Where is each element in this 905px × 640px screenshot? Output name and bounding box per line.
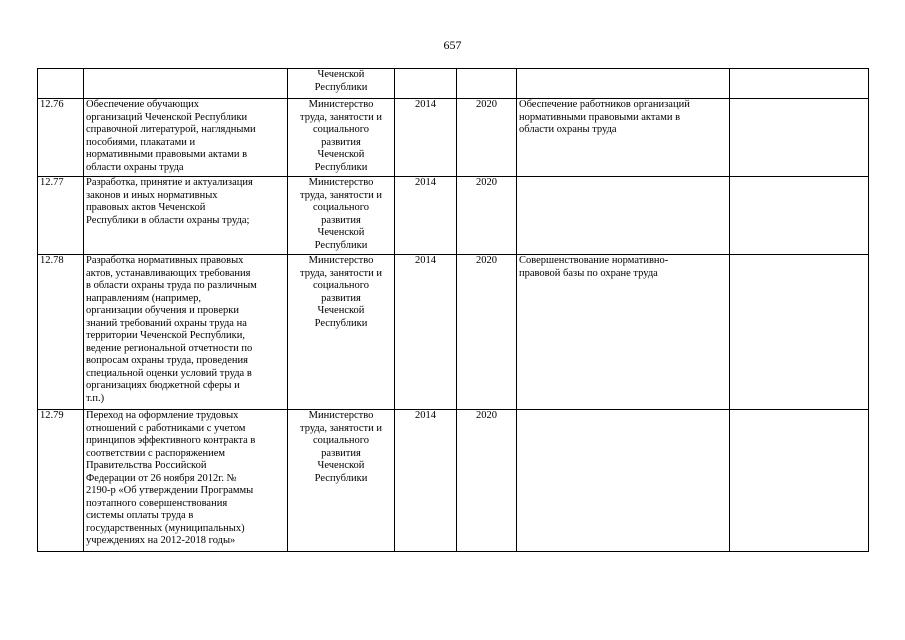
executor-text: Министерство труда, занятости и социального развития Чеченской Республики [299, 99, 382, 173]
row-number-cell: 12.79 [38, 410, 84, 552]
result-cell [517, 177, 730, 255]
row-number-cell: 12.76 [38, 99, 84, 177]
action-cell [84, 99, 288, 177]
table-row-continuation [38, 69, 869, 99]
row-number-cell: 12.77 [38, 177, 84, 255]
note-cell [730, 410, 869, 552]
executor-text: Министерство труда, занятости и социального развития Чеченской Республики [299, 410, 382, 484]
executor-cell [288, 99, 395, 177]
result-text: Совершенствование нормативно- правовой базы по охране труда [519, 255, 669, 279]
result-cell [517, 410, 730, 552]
executor-text: Министерство труда, занятости и социального развития Чеченской Республики [299, 255, 382, 329]
note-cell [730, 69, 869, 99]
table-row [38, 255, 869, 410]
end-year-cell: 2020 [457, 99, 517, 177]
table-row [38, 177, 869, 255]
result-cell [517, 255, 730, 410]
result-cell [517, 99, 730, 177]
action-text: Обеспечение обучающих организаций Чеченской Республики справочной литературой, наглядными пособиями, плакатами и нормативными правовыми актами в области охраны труда [86, 99, 256, 173]
start-year-cell: 2014 [395, 99, 457, 177]
result-cell [517, 69, 730, 99]
start-year-cell [395, 69, 457, 99]
executor-cell [288, 69, 395, 99]
executor-cell [288, 177, 395, 255]
row-number-cell [38, 69, 84, 99]
executor-text: Министерство труда, занятости и социального развития Чеченской Республики [299, 177, 382, 251]
note-cell [730, 255, 869, 410]
end-year-cell: 2020 [457, 177, 517, 255]
note-cell [730, 177, 869, 255]
measures-table [37, 68, 869, 552]
action-cell [84, 410, 288, 552]
table-row [38, 410, 869, 552]
action-cell [84, 69, 288, 99]
action-cell [84, 255, 288, 410]
note-cell [730, 99, 869, 177]
end-year-cell: 2020 [457, 410, 517, 552]
result-text: Обеспечение работников организаций нормативными правовыми актами в области охраны труда [519, 99, 690, 135]
table-row [38, 99, 869, 177]
start-year-cell: 2014 [395, 177, 457, 255]
end-year-cell: 2020 [457, 255, 517, 410]
action-text: Разработка нормативных правовых актов, устанавливающих требования в области охраны труда по различным направлениям (например, организации обучения и проверки знаний требований охраны труда на территории Чеченской Республики, ведение региональной отчетности по вопросам охраны труда, проведения специальной оценки условий труда в организациях бюджетной сферы и т.п.) [86, 255, 257, 404]
end-year-cell [457, 69, 517, 99]
executor-cell [288, 255, 395, 410]
action-text: Разработка, принятие и актуализация законов и иных нормативных правовых актов Чеченской Республики в области охраны труда; [86, 177, 253, 226]
page-number: 657 [443, 38, 462, 52]
start-year-cell: 2014 [395, 255, 457, 410]
executor-cell [288, 410, 395, 552]
executor-text: Чеченской Республики [314, 69, 368, 93]
action-cell [84, 177, 288, 255]
row-number-cell: 12.78 [38, 255, 84, 410]
action-text: Переход на оформление трудовых отношений с работниками с учетом принципов эффективного контракта в соответствии с распоряжением Правительства Российской Федерации от 26 ноября 2012г. № 2190-р «Об утверждении Программы поэтапного совершенствования системы оплаты труда в государственных (муниципальных) учреждениях на 2012-2018 годы» [86, 410, 256, 546]
start-year-cell: 2014 [395, 410, 457, 552]
